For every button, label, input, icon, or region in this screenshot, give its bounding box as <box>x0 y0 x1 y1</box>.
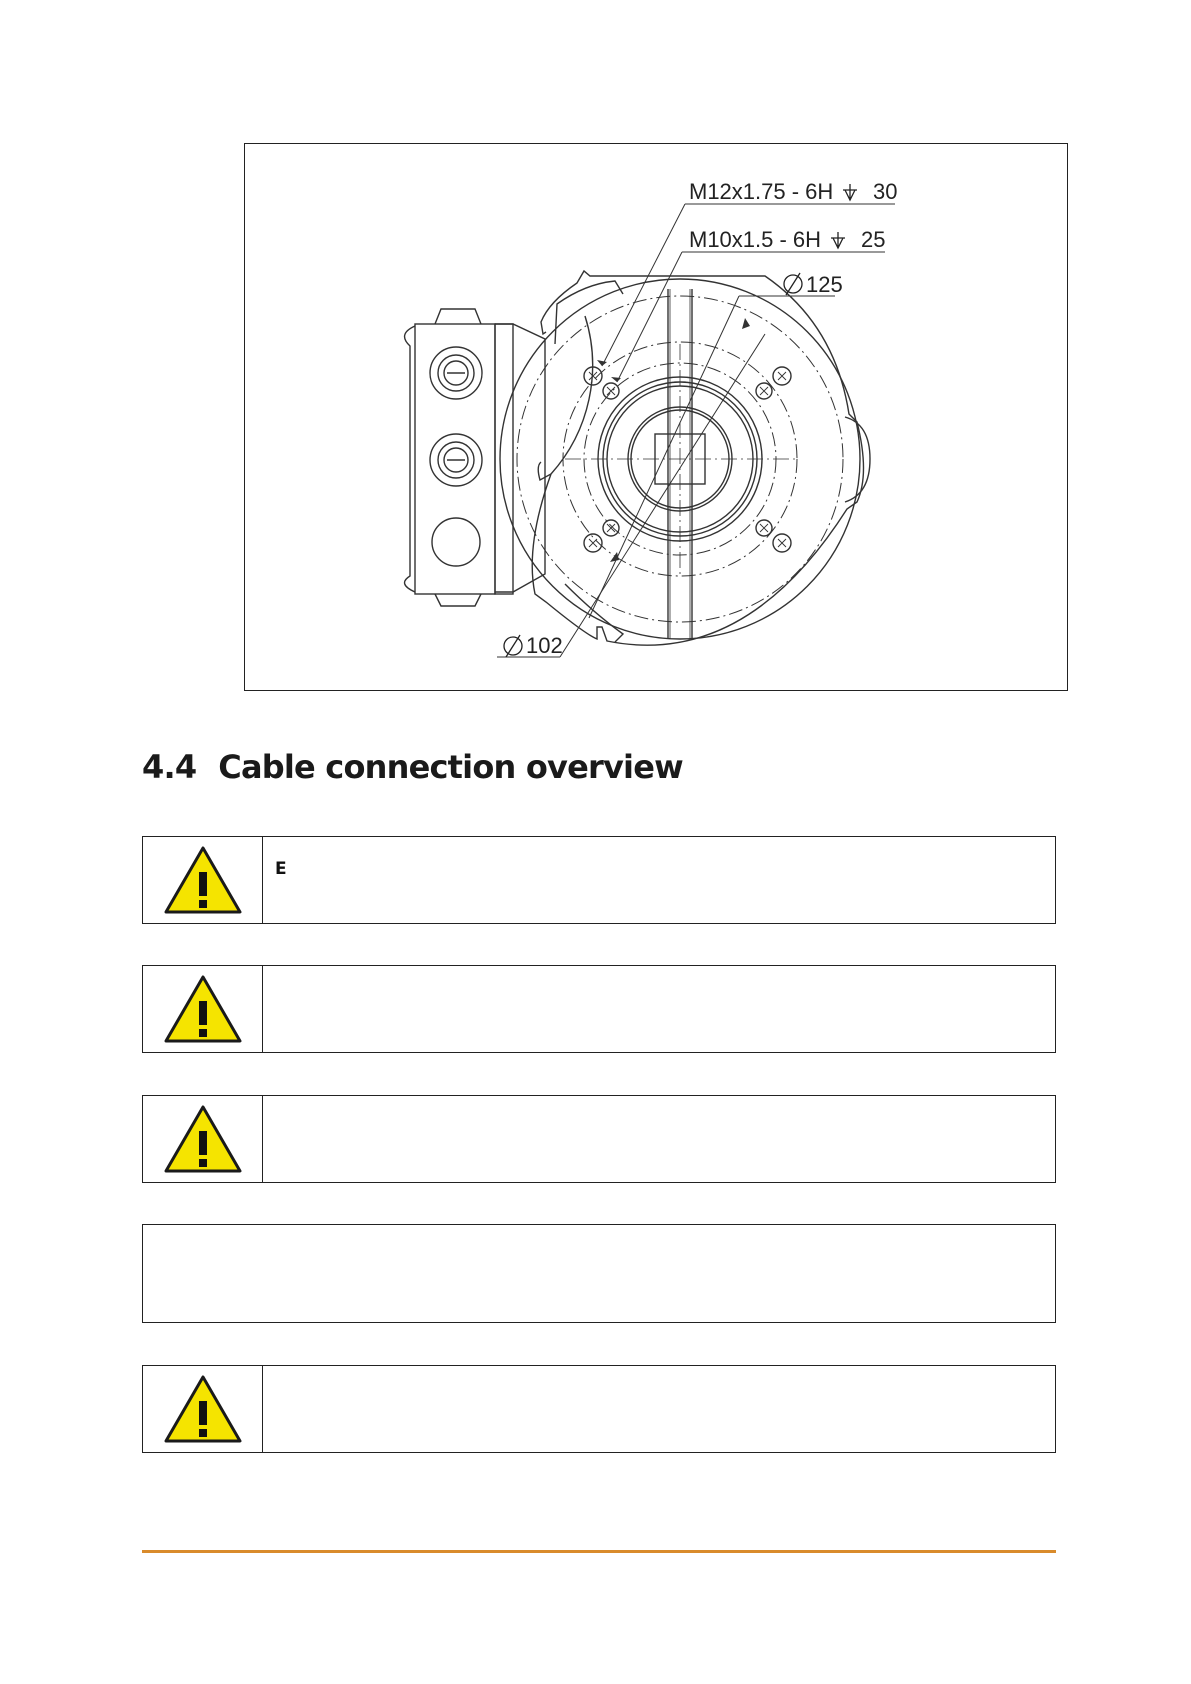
dim-diameter-125: 125 <box>806 272 843 297</box>
mounting-drawing <box>245 144 1069 692</box>
warning-icon-cell <box>143 966 263 1052</box>
warning-notice-3 <box>142 1095 1056 1183</box>
warning-icon-cell <box>143 837 263 923</box>
dim-m10-label: M10x1.5 - 6H <box>689 227 822 252</box>
warning-icon-cell <box>143 1366 263 1452</box>
mounting-drawing-figure <box>244 143 1068 691</box>
section-heading <box>142 748 683 786</box>
warning-icon-cell <box>143 1096 263 1182</box>
warning-triangle-icon <box>162 844 244 916</box>
warning-triangle-icon <box>162 1103 244 1175</box>
dim-diameter-102: 102 <box>526 633 563 658</box>
warning-notice-2 <box>142 965 1056 1053</box>
info-notice <box>142 1224 1056 1323</box>
dim-m12-depth: 30 <box>873 179 898 204</box>
section-number: 4.4 <box>142 748 197 786</box>
warning-triangle-icon <box>162 973 244 1045</box>
dim-m12-label: M12x1.75 - 6H <box>689 179 834 204</box>
dim-m10-depth: 25 <box>861 227 886 252</box>
warning-notice-1 <box>142 836 1056 924</box>
section-title: Cable connection overview <box>218 748 683 786</box>
warning-text: E <box>275 859 287 879</box>
warning-notice-4 <box>142 1365 1056 1453</box>
footer-rule <box>142 1550 1056 1553</box>
warning-triangle-icon <box>162 1373 244 1445</box>
